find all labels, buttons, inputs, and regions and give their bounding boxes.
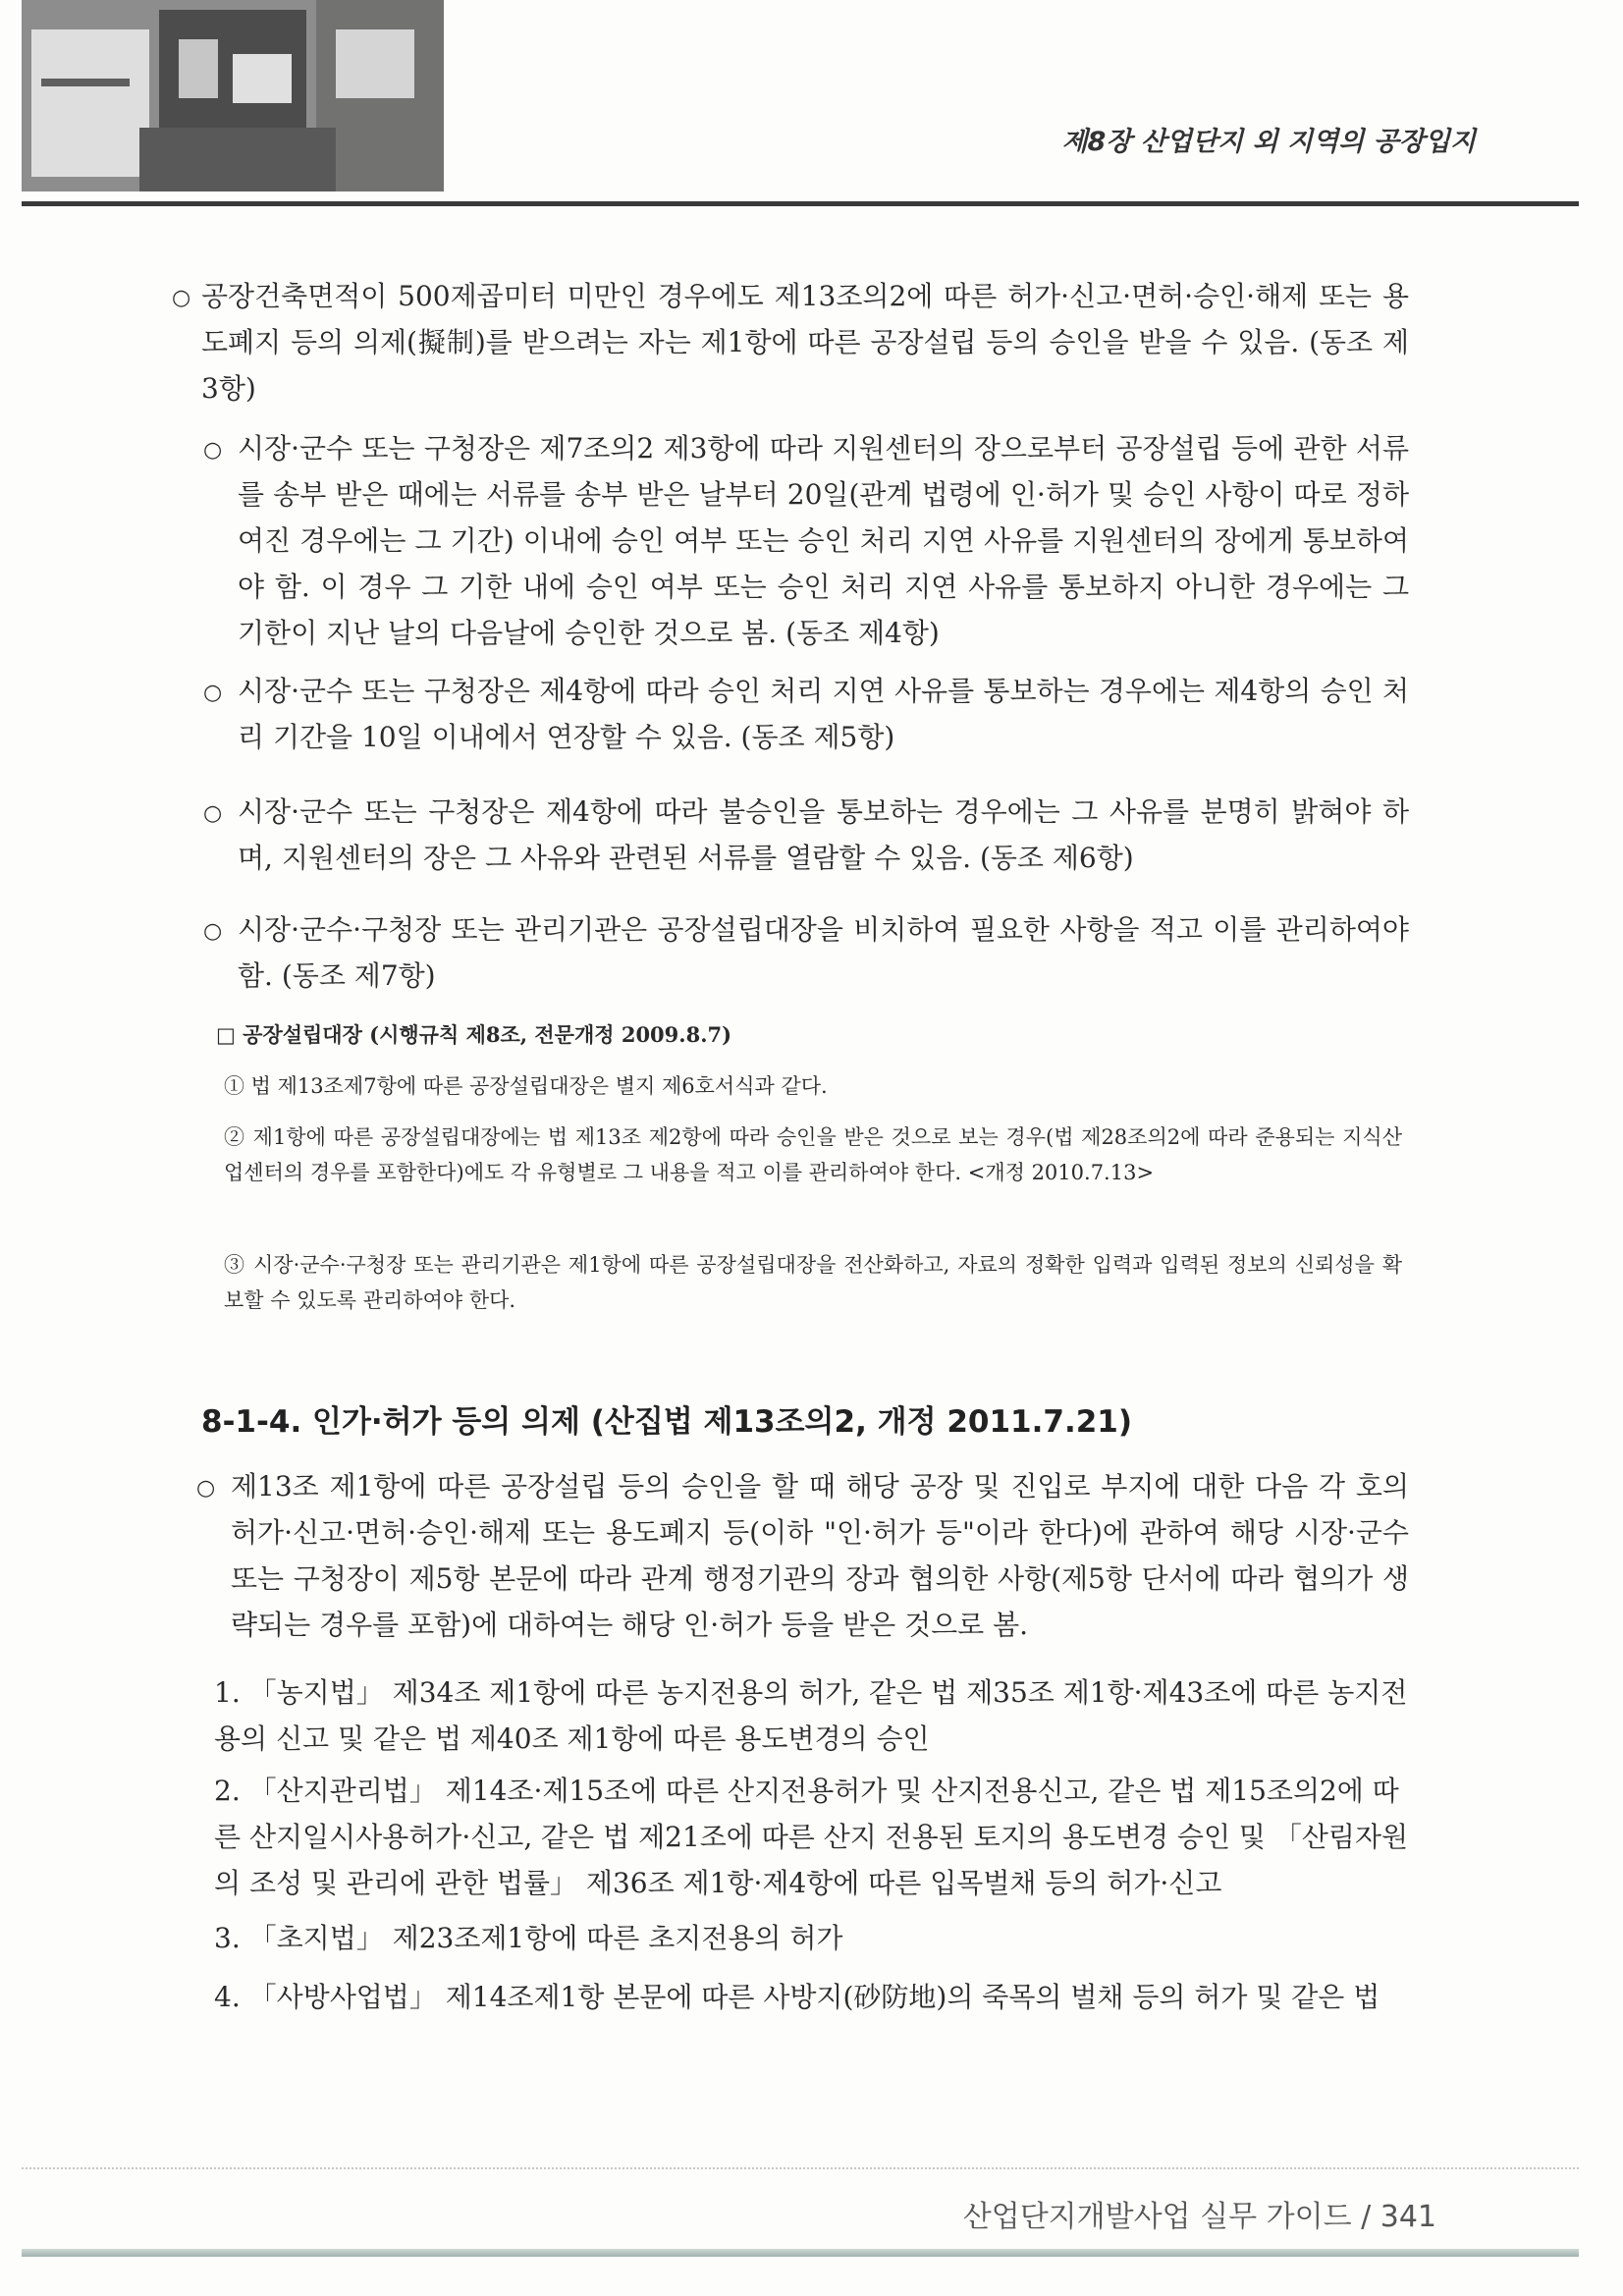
paragraph-1 — [172, 273, 1409, 411]
section-intro-text: 제13조 제1항에 따른 공장설립 등의 승인을 할 때 해당 공장 및 진입로 부지에 대한 다음 각 호의 허가·신고·면허·승인·해제 또는 용도폐지 등(이하 "인·허가 등"이라 한다)에 관하여 해당 시장·군수 또는 구청장이 제5항 본문에 따라 관계 행정기관의 장과 협의한 사항(제5항 단서에 따라 협의가 생략되는 경우를 포함)에 대하여는 해당 인·허가 등을 받은 것으로 봄. — [231, 1470, 1409, 1641]
paragraph-text: 시장·군수·구청장 또는 관리기관은 공장설립대장을 비치하여 필요한 사항을 적고 이를 관리하여야 함. (동조 제7항) — [238, 913, 1409, 992]
bullet: ○ — [196, 1476, 216, 1501]
page-footer: 산업단지개발사업 실무 가이드 / 341 — [962, 2200, 1436, 2234]
paragraph-text: 시장·군수 또는 구청장은 제4항에 따라 승인 처리 지연 사유를 통보하는 경우에는 제4항의 승인 처리 기간을 10일 이내에서 연장할 수 있음. (동조 제5항) — [238, 675, 1409, 753]
list-item: 4. 「사방사업법」 제14조제1항 본문에 따른 사방지(砂防地)의 죽목의 벌채 등의 허가 및 같은 법 — [214, 1981, 1380, 2013]
bullet: ○ — [203, 801, 223, 826]
list-item: 3. 「초지법」 제23조제1항에 따른 초지전용의 허가 — [214, 1922, 843, 1954]
paragraph-4 — [203, 789, 1409, 881]
header-photo — [22, 0, 444, 191]
paragraph-5 — [203, 906, 1409, 999]
paragraph-3 — [203, 668, 1409, 760]
section-heading: 8-1-4. 인가·허가 등의 의제 (산집법 제13조의2, 개정 2011.7.21) — [201, 1404, 1133, 1440]
list-item: 1. 「농지법」 제34조 제1항에 따른 농지전용의 허가, 같은 법 제35조 제1항·제43조에 따른 농지전용의 신고 및 같은 법 제40조 제1항에 따른 용도변경의 승인 — [214, 1676, 1408, 1755]
footer-dotted-divider — [22, 2167, 1579, 2171]
bullet: ○ — [203, 919, 223, 944]
chapter-title: 제8장 산업단지 외 지역의 공장입지 — [1061, 127, 1476, 157]
paragraph-text: 시장·군수 또는 구청장은 제4항에 따라 불승인을 통보하는 경우에는 그 사유를 분명히 밝혀야 하며, 지원센터의 장은 그 사유와 관련된 서류를 열람할 수 있음. (동조 제6항) — [238, 795, 1409, 874]
regulation-item-1: ① 법 제13조제7항에 따른 공장설립대장은 별지 제6호서식과 같다. — [224, 1074, 828, 1098]
regulation-item-3: ③ 시장·군수·구청장 또는 관리기관은 제1항에 따른 공장설립대장을 전산화하고, 자료의 정확한 입력과 입력된 정보의 신뢰성을 확보할 수 있도록 관리하여야 한다. — [224, 1253, 1402, 1312]
paragraph-text: 시장·군수 또는 구청장은 제7조의2 제3항에 따라 지원센터의 장으로부터 공장설립 등에 관한 서류를 송부 받은 때에는 서류를 송부 받은 날부터 20일(관계 법령에 인·허가 및 승인 사항이 따로 정하여진 경우에는 그 기간) 이내에 승인 여부 또는 승인 처리 지연 사유를 지원센터의 장에게 통보하여야 함. 이 경우 그 기한 내에 승인 여부 또는 승인 처리 지연 사유를 통보하지 아니한 경우에는 그 기한이 지난 날의 다음날에 승인한 것으로 봄. (동조 제4항) — [238, 432, 1409, 649]
bullet: ○ — [172, 286, 191, 310]
paragraph-text: 공장건축면적이 500제곱미터 미만인 경우에도 제13조의2에 따른 허가·신고·면허·승인·해제 또는 용도폐지 등의 의제(擬制)를 받으려는 자는 제1항에 따른 공장설립 등의 승인을 받을 수 있음. (동조 제3항) — [201, 280, 1409, 405]
footer-rule — [22, 2249, 1579, 2257]
header-divider — [22, 201, 1579, 206]
paragraph-2 — [203, 425, 1409, 656]
list-item: 2. 「산지관리법」 제14조·제15조에 따른 산지전용허가 및 산지전용신고, 같은 법 제15조의2에 따른 산지일시사용허가·신고, 같은 법 제21조에 따른 산지 전용된 토지의 용도변경 승인 및 「산림자원의 조성 및 관리에 관한 법률」 제36조 제1항·제4항에 따른 입목벌채 등의 허가·신고 — [214, 1775, 1409, 1899]
bullet: ○ — [203, 681, 223, 705]
regulation-title: □ 공장설립대장 (시행규칙 제8조, 전문개정 2009.8.7) — [216, 1022, 732, 1047]
bullet: ○ — [203, 438, 223, 463]
section-intro — [196, 1463, 1409, 1648]
regulation-item-2: ② 제1항에 따른 공장설립대장에는 법 제13조 제2항에 따라 승인을 받은 것으로 보는 경우(법 제28조의2에 따라 준용되는 지식산업센터의 경우를 포함한다)에도 각 유형별로 그 내용을 적고 이를 관리하여야 한다. <개정 2010.7.13> — [224, 1125, 1402, 1184]
